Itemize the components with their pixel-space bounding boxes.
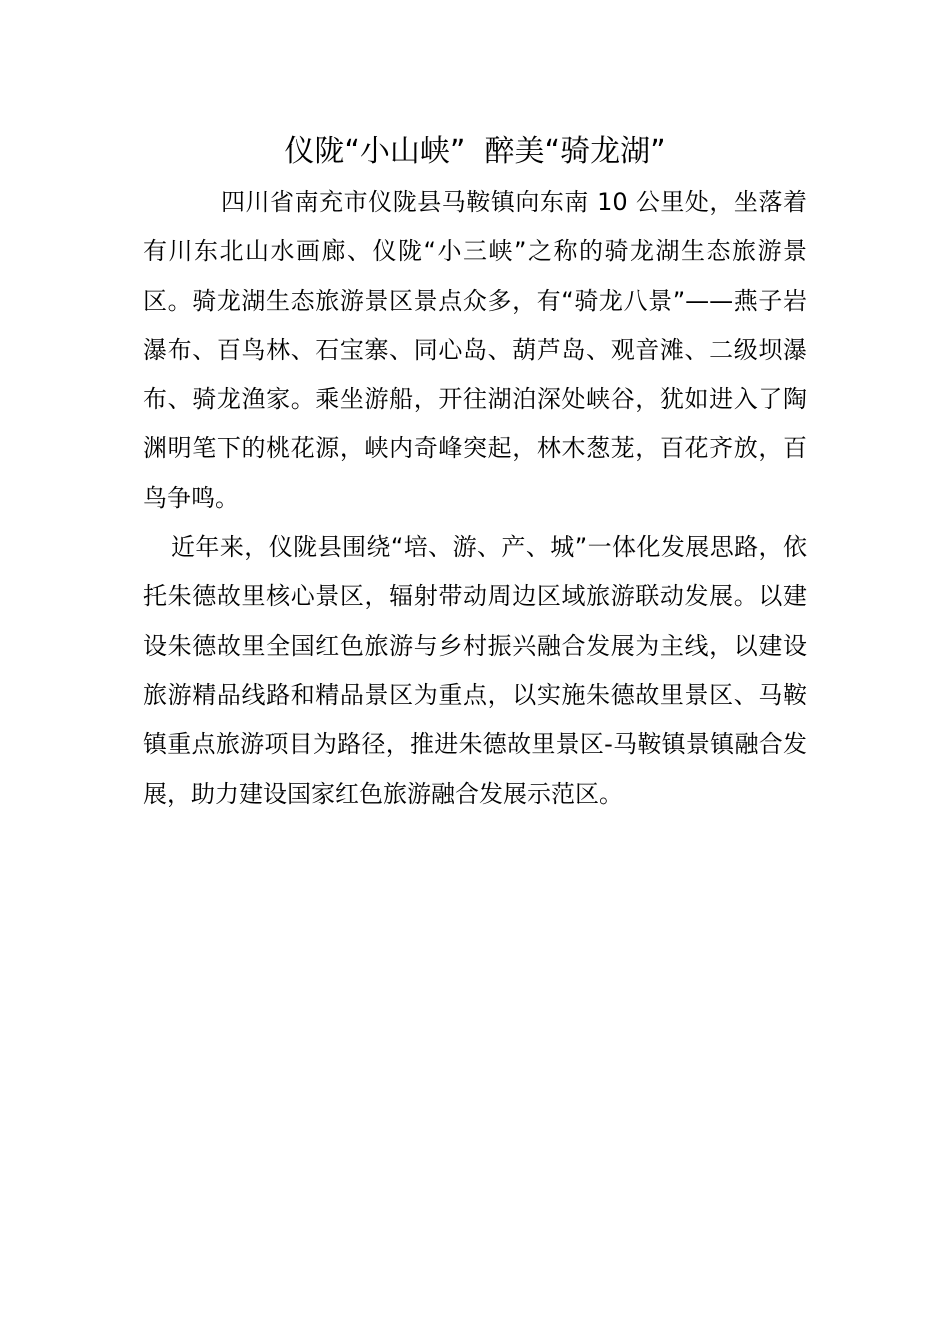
article-body [143, 178, 807, 819]
paragraph-intro: 四川省南充市仪陇县马鞍镇向东南 10 公里处，坐落着有川东北山水画廊、仪陇“小三峡”之称的骑龙湖生态旅游景区。骑龙湖生态旅游景区景点众多，有“骑龙八景”——燕子岩瀑布、百鸟林、石宝寨、同心岛、葫芦岛、观音滩、二级坝瀑布、骑龙渔家。乘坐游船，开往湖泊深处峡谷，犹如进入了陶渊明笔下的桃花源，峡内奇峰突起，林木葱茏，百花齐放，百鸟争鸣。 [143, 188, 807, 512]
page-title: 仪陇“小山峡” 醉美“骑龙湖” [284, 134, 666, 169]
paragraph-development: 近年来，仪陇县围绕“培、游、产、城”一体化发展思路，依托朱德故里核心景区，辐射带动周边区域旅游联动发展。以建设朱德故里全国红色旅游与乡村振兴融合发展为主线，以建设旅游精品线路和精品景区为重点，以实施朱德故里景区、马鞍镇重点旅游项目为路径，推进朱德故里景区-马鞍镇景镇融合发展，助力建设国家红色旅游融合发展示范区。 [143, 533, 807, 808]
